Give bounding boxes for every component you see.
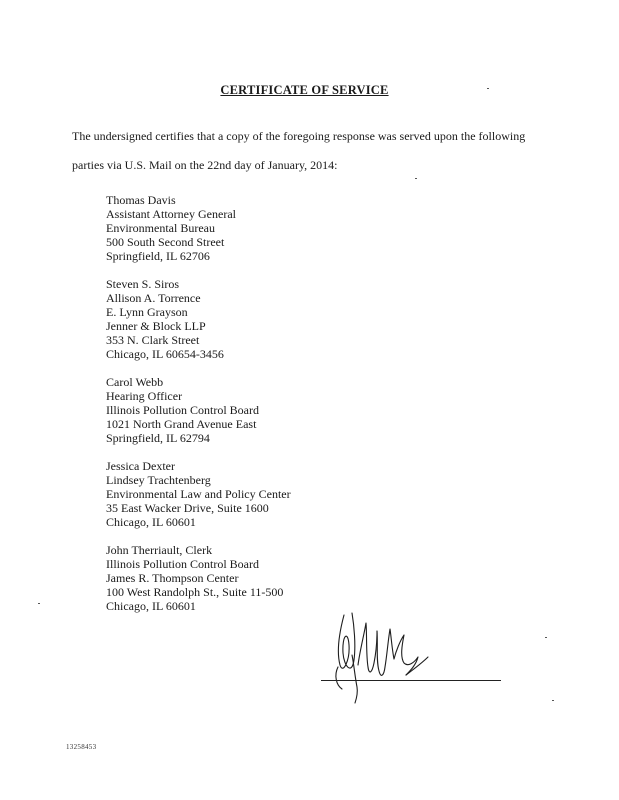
scan-speck <box>415 178 417 179</box>
scan-speck <box>545 637 547 638</box>
address-line: James R. Thompson Center <box>106 571 239 585</box>
intro-line-2: parties via U.S. Mail on the 22nd day of January, 2014: <box>72 158 338 172</box>
address-line: Allison A. Torrence <box>106 291 201 305</box>
address-line: 1021 North Grand Avenue East <box>106 417 257 431</box>
party-address-block-5 <box>106 543 283 613</box>
signature-line <box>321 680 501 681</box>
document-id: 13258453 <box>66 743 97 751</box>
handwritten-signature <box>330 605 440 705</box>
address-line: 500 South Second Street <box>106 235 225 249</box>
address-line: Springfield, IL 62794 <box>106 431 210 445</box>
address-line: Chicago, IL 60654-3456 <box>106 347 224 361</box>
scan-speck <box>552 700 554 701</box>
intro-line-1: The undersigned certifies that a copy of the foregoing response was served upon the following <box>72 129 526 143</box>
address-line: Steven S. Siros <box>106 277 180 291</box>
party-address-block-4 <box>106 459 291 529</box>
address-line: John Therriault, Clerk <box>106 543 213 557</box>
address-line: Environmental Bureau <box>106 221 215 235</box>
address-line: Springfield, IL 62706 <box>106 249 210 263</box>
address-line: 35 East Wacker Drive, Suite 1600 <box>106 501 269 515</box>
party-address-block-3 <box>106 375 259 445</box>
address-line: Carol Webb <box>106 375 164 389</box>
scan-speck <box>38 603 40 604</box>
address-line: Chicago, IL 60601 <box>106 515 196 529</box>
address-line: 100 West Randolph St., Suite 11-500 <box>106 585 284 599</box>
address-line: Assistant Attorney General <box>106 207 236 221</box>
scan-speck <box>487 88 489 89</box>
party-address-block-2 <box>106 277 224 361</box>
address-line: Chicago, IL 60601 <box>106 599 196 613</box>
address-line: Jessica Dexter <box>106 459 175 473</box>
address-line: E. Lynn Grayson <box>106 305 188 319</box>
address-line: Environmental Law and Policy Center <box>106 487 291 501</box>
address-line: Illinois Pollution Control Board <box>106 403 260 417</box>
party-address-block-1 <box>106 193 236 263</box>
address-line: Thomas Davis <box>106 193 176 207</box>
address-line: Hearing Officer <box>106 389 183 403</box>
address-line: 353 N. Clark Street <box>106 333 200 347</box>
address-line: Lindsey Trachtenberg <box>106 473 211 487</box>
page-title: CERTIFICATE OF SERVICE <box>220 83 389 97</box>
address-line: Illinois Pollution Control Board <box>106 557 260 571</box>
address-line: Jenner & Block LLP <box>106 319 206 333</box>
